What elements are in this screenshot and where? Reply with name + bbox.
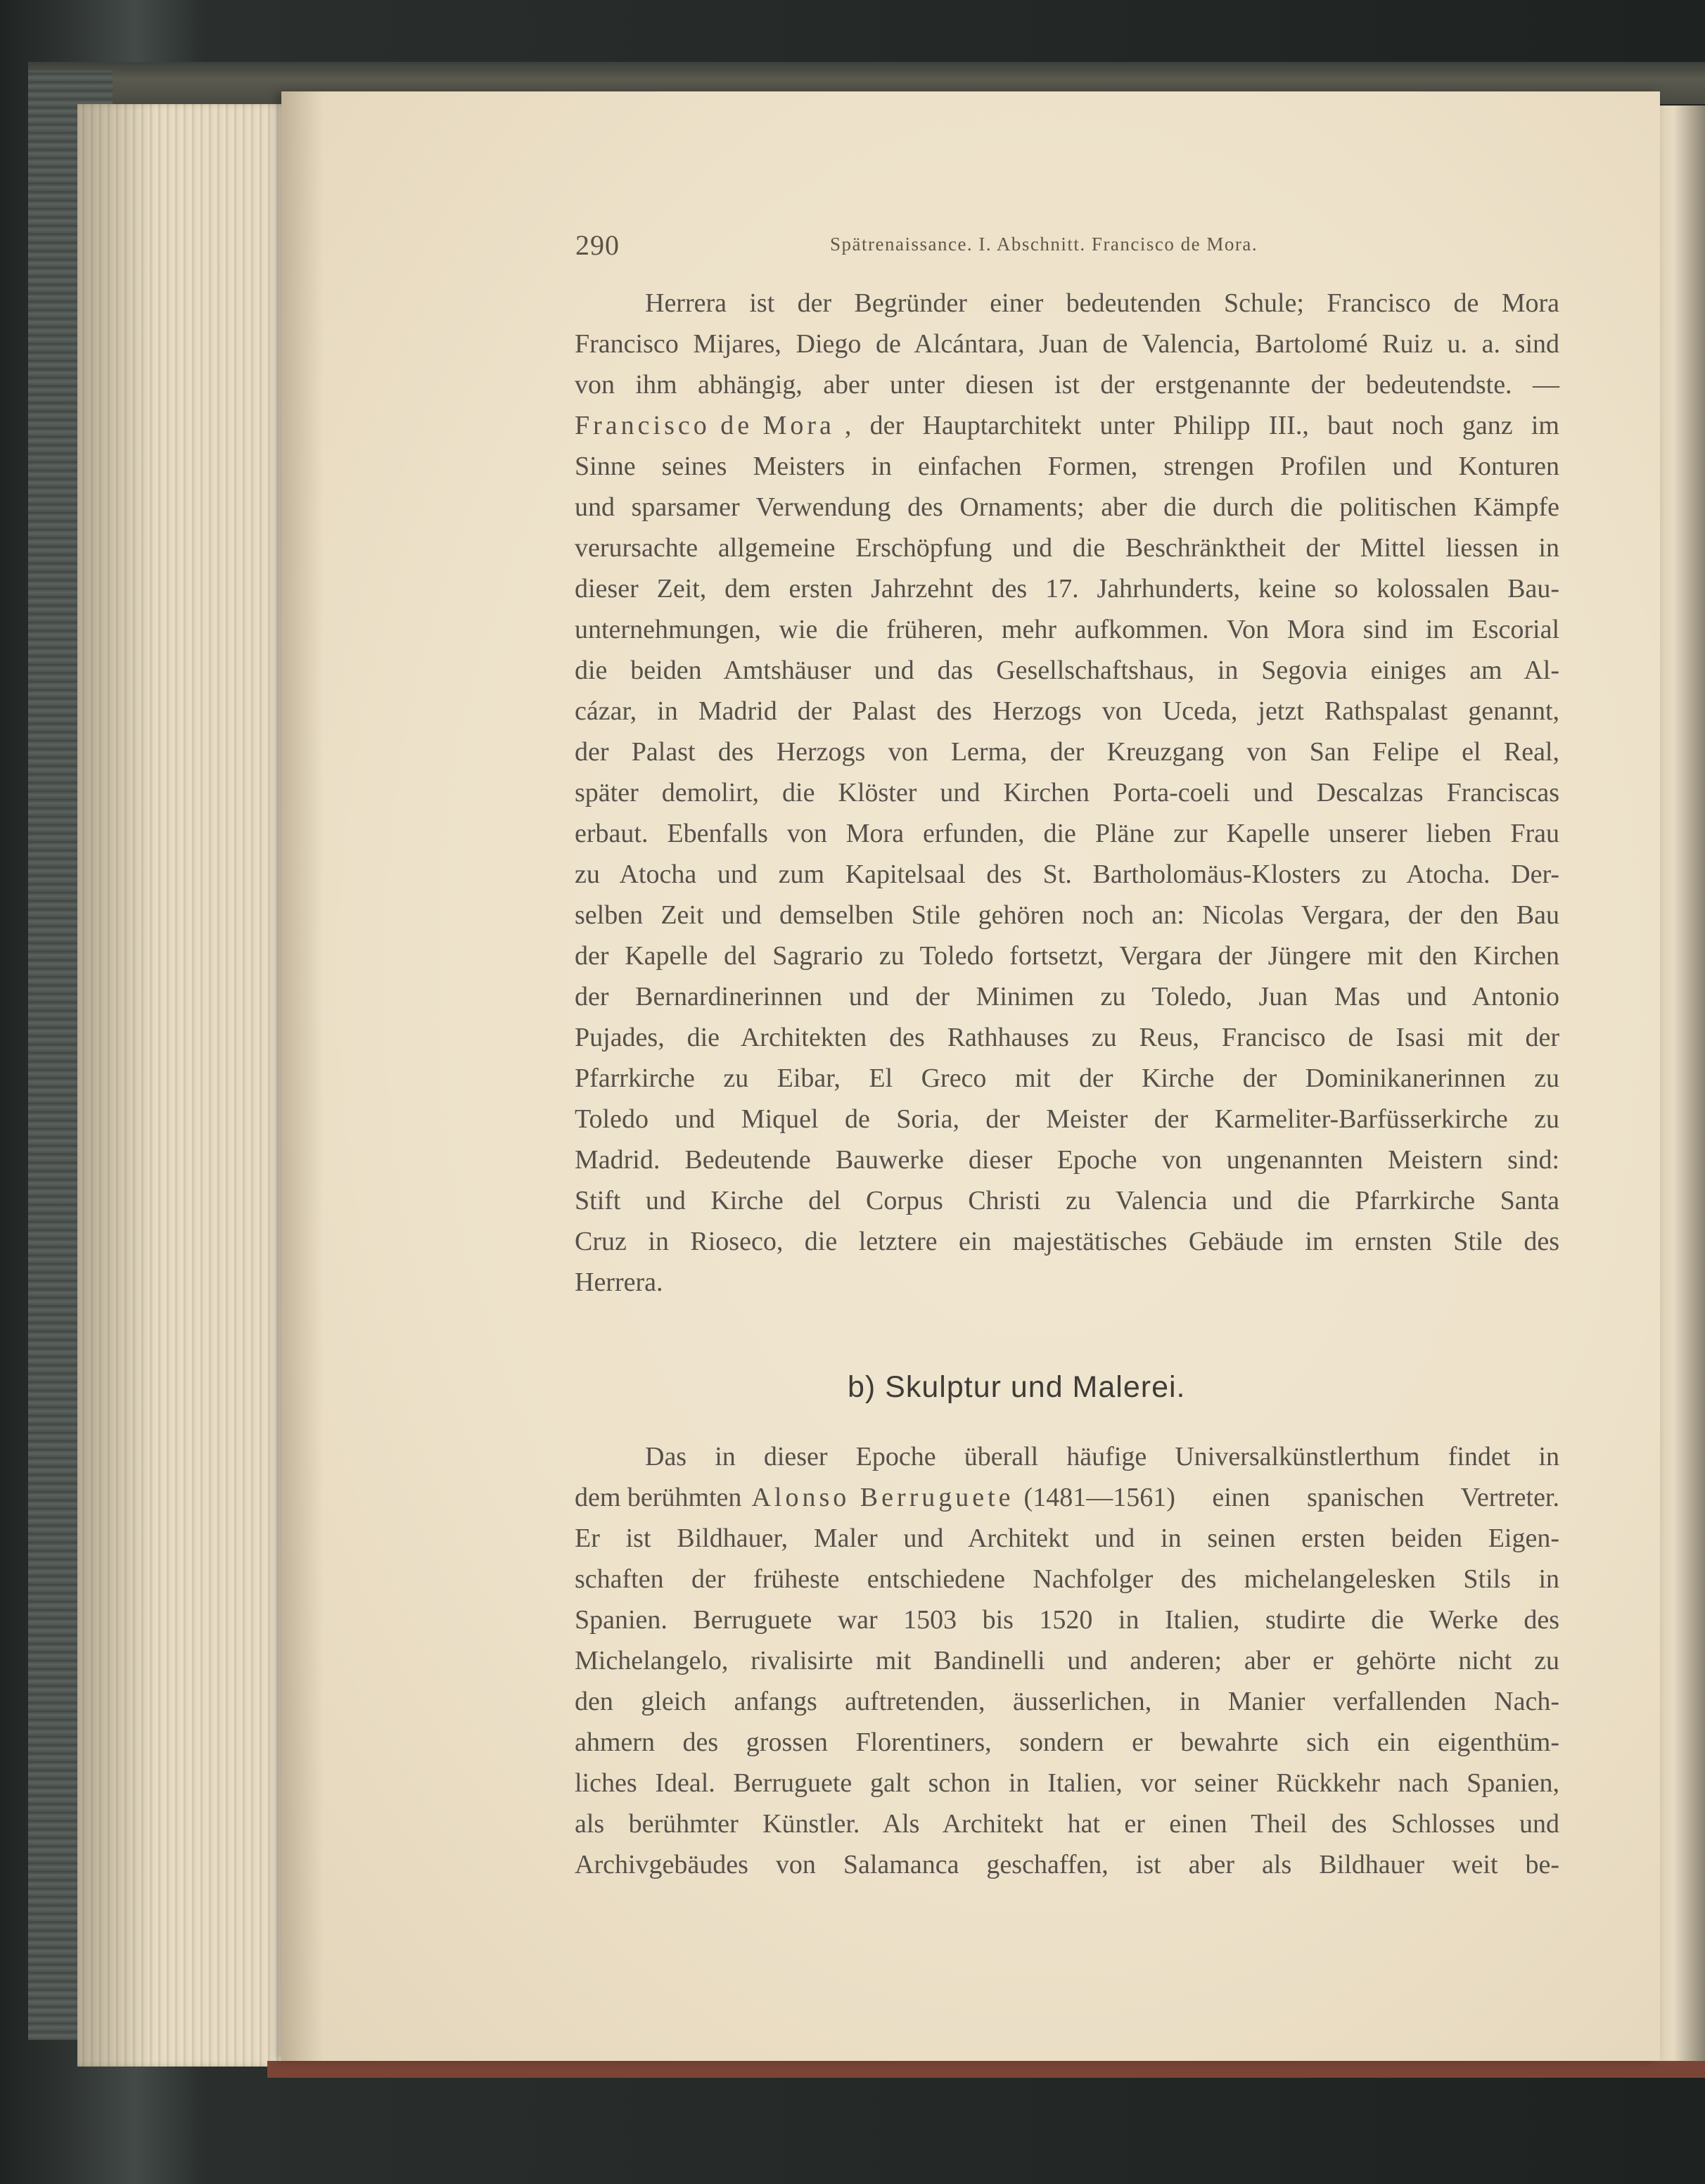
section-heading: b) Skulptur und Malerei.: [848, 1370, 1186, 1404]
text-line: Archivgebäudes von Salamanca geschaffen, ist aber als Bildhauer weit be-: [575, 1850, 1559, 1879]
text-line: liches Ideal. Berruguete galt schon in Italien, vor seiner Rückkehr nach Spanien,: [575, 1768, 1559, 1798]
text-line: als berühmter Künstler. Als Architekt hat er einen Theil des Schlosses und: [575, 1809, 1559, 1839]
text-line: Sinne seines Meisters in einfachen Formen, strengen Profilen und Konturen: [575, 452, 1559, 481]
text-line: von ihm abhängig, aber unter diesen ist der erstgenannte der bedeutendste. —: [575, 370, 1559, 400]
text-line: und sparsamer Verwendung des Ornaments; aber die durch die politischen Kämpfe: [575, 492, 1559, 522]
text-line: cázar, in Madrid der Palast des Herzogs von Uceda, jetzt Rathspalast genannt,: [575, 696, 1559, 726]
page-gutter-shadow: [281, 91, 324, 2061]
text-line: Stift und Kirche del Corpus Christi zu Valencia und die Pfarrkirche Santa: [575, 1186, 1559, 1215]
text-line: Er ist Bildhauer, Maler und Architekt und in seinen ersten beiden Eigen-: [575, 1524, 1559, 1553]
text-line-start: dem berühmten: [575, 1483, 742, 1512]
running-head: Spätrenaissance. I. Abschnitt. Francisco de Mora.: [830, 234, 1258, 255]
text-line: Cruz in Rioseco, die letztere ein majestätisches Gebäude im ernsten Stile des: [575, 1227, 1559, 1256]
text-line: der Palast des Herzogs von Lerma, der Kreuzgang von San Felipe el Real,: [575, 737, 1559, 767]
text-line: den gleich anfangs auftretenden, äusserlichen, in Manier verfallenden Nach-: [575, 1687, 1559, 1716]
spaced-name-berruguete: Alonso Berruguete: [751, 1483, 1014, 1512]
text-line: Michelangelo, rivalisirte mit Bandinelli und anderen; aber er gehörte nicht zu: [575, 1646, 1559, 1675]
text-line: ahmern des grossen Florentiners, sondern er bewahrte sich ein eigenthüm-: [575, 1728, 1559, 1757]
page-stack-shadow: [77, 104, 155, 2067]
spaced-name-mora: Francisco de Mora: [575, 411, 835, 440]
text-line: selben Zeit und demselben Stile gehören noch an: Nicolas Vergara, der den Bau: [575, 900, 1559, 930]
text-line: [575, 1477, 1559, 1518]
text-line: unternehmungen, wie die früheren, mehr aufkommen. Von Mora sind im Escorial: [575, 615, 1559, 644]
text-line: Pfarrkirche zu Eibar, El Greco mit der Kirche der Dominikanerinnen zu: [575, 1064, 1559, 1093]
text-line: Herrera.: [575, 1267, 663, 1297]
text-line: der Kapelle del Sagrario zu Toledo fortsetzt, Vergara der Jüngere mit den Kirchen: [575, 941, 1559, 971]
text-line: [575, 405, 1559, 446]
text-line: der Bernardinerinnen und der Minimen zu Toledo, Juan Mas und Antonio: [575, 982, 1559, 1011]
text-line: schaften der früheste entschiedene Nachfolger des michelangelesken Stils in: [575, 1564, 1559, 1594]
text-line: später demolirt, die Klöster und Kirchen Porta-coeli und Descalzas Franciscas: [575, 778, 1559, 807]
text-line: Das in dieser Epoche überall häufige Universalkünstlerthum findet in: [645, 1442, 1559, 1471]
page-number: 290: [575, 229, 620, 261]
text-line: Pujades, die Architekten des Rathhauses zu Reus, Francisco de Isasi mit der: [575, 1023, 1559, 1052]
facing-page-edge: [1653, 106, 1705, 2068]
page-bottom-band: [267, 2061, 1705, 2078]
text-line: dieser Zeit, dem ersten Jahrzehnt des 17. Jahrhunderts, keine so kolossalen Bau-: [575, 574, 1559, 604]
text-line-rest: (1481—1561) einen spanischen Vertreter.: [1023, 1483, 1559, 1512]
text-line: Francisco Mijares, Diego de Alcántara, Juan de Valencia, Bartolomé Ruiz u. a. sind: [575, 329, 1559, 359]
text-line-rest: , der Hauptarchitekt unter Philipp III., baut noch ganz im: [844, 411, 1559, 440]
text-line: Madrid. Bedeutende Bauwerke dieser Epoche von ungenannten Meistern sind:: [575, 1145, 1559, 1175]
text-line: zu Atocha und zum Kapitelsaal des St. Bartholomäus-Klosters zu Atocha. Der-: [575, 860, 1559, 889]
text-line: erbaut. Ebenfalls von Mora erfunden, die Pläne zur Kapelle unserer lieben Frau: [575, 819, 1559, 848]
text-line: Spanien. Berruguete war 1503 bis 1520 in Italien, studirte die Werke des: [575, 1605, 1559, 1635]
text-line: Toledo und Miquel de Soria, der Meister der Karmeliter-Barfüsserkirche zu: [575, 1104, 1559, 1134]
text-line: die beiden Amtshäuser und das Gesellschaftshaus, in Segovia einiges am Al-: [575, 656, 1559, 685]
text-line: Herrera ist der Begründer einer bedeutenden Schule; Francisco de Mora: [645, 288, 1559, 318]
text-line: verursachte allgemeine Erschöpfung und die Beschränktheit der Mittel liessen in: [575, 533, 1559, 563]
